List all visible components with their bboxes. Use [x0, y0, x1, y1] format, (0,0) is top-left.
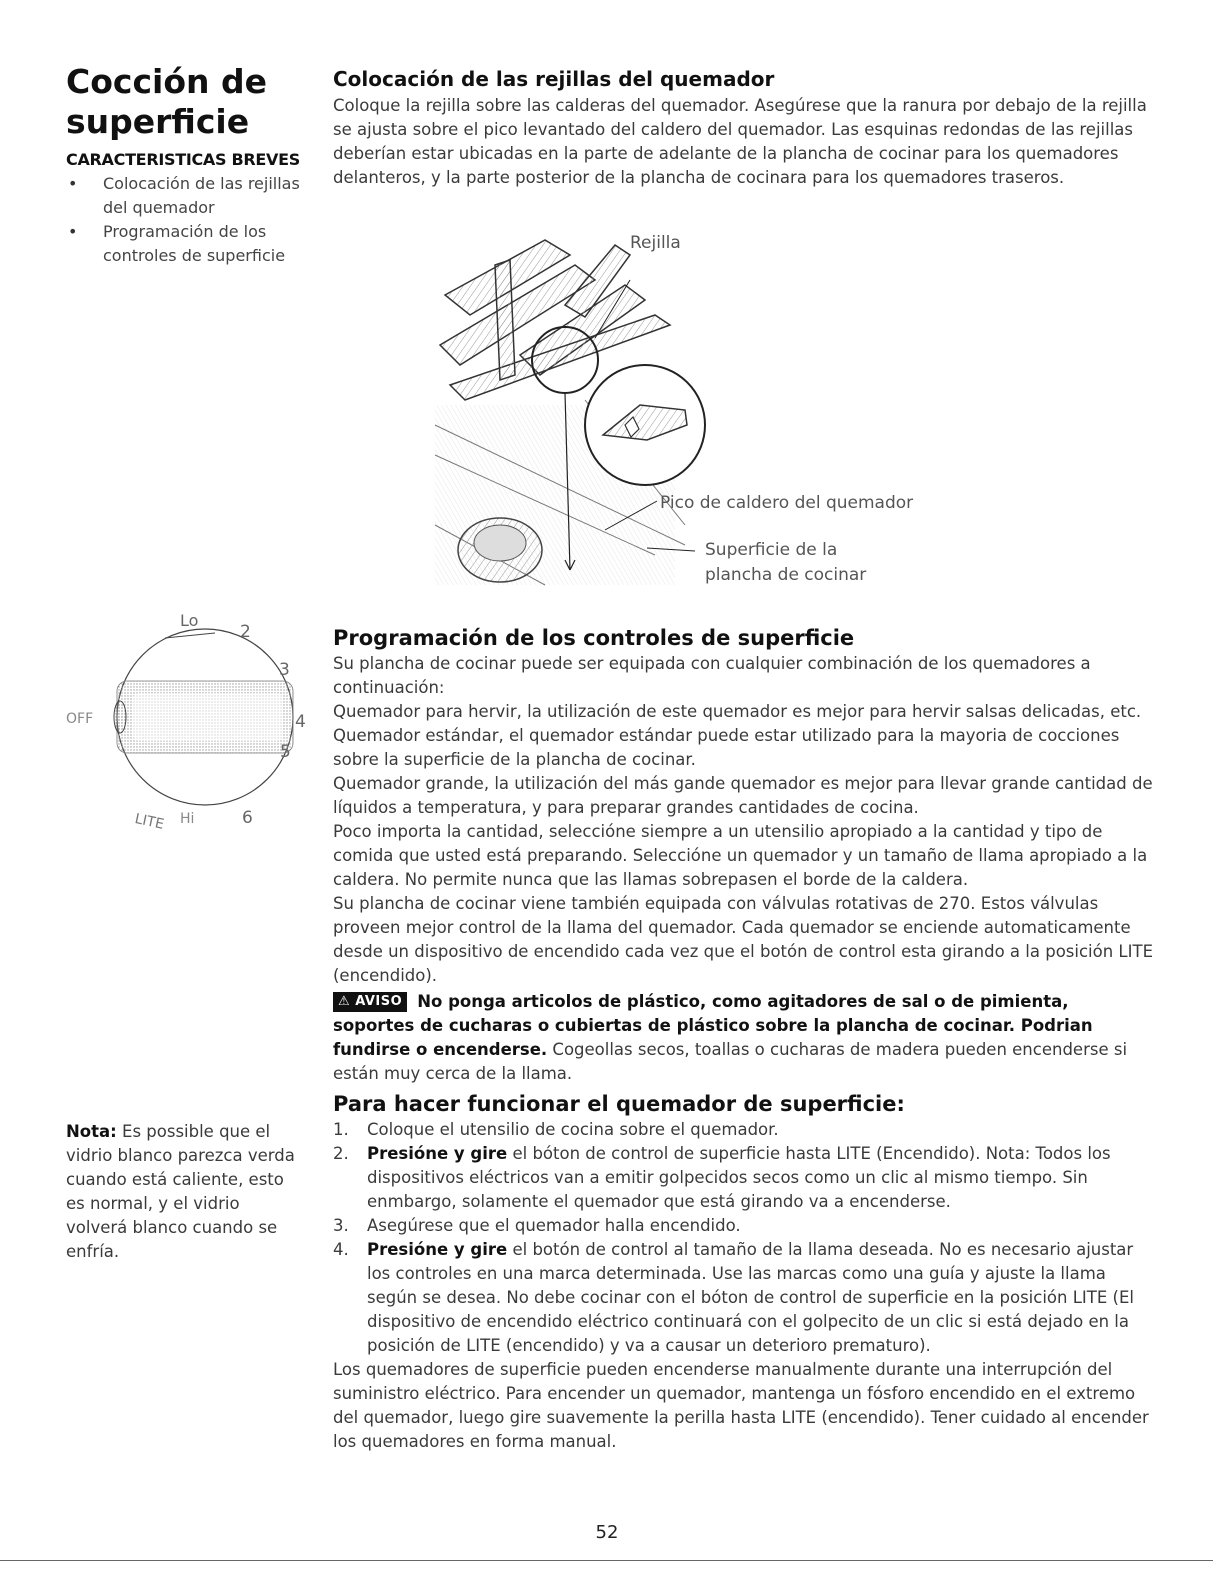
warning-paragraph [333, 990, 1153, 1086]
step-text: Asegúrese que el quemador halla encendido. [367, 1216, 741, 1235]
dial-label-5: 5 [280, 742, 291, 762]
list-item [333, 1118, 1153, 1142]
step-bold: Presióne y gire [367, 1144, 508, 1163]
paragraph: Quemador estándar, el quemador estándar puede estar utilizado para la mayoria de cocciones sobre la superficie de la plancha de cocinar. [333, 726, 1120, 769]
dial-label-6: 6 [242, 808, 253, 828]
section-controls [333, 624, 1153, 1086]
label-superficie-2: plancha de cocinar [705, 565, 867, 585]
list-item [333, 1142, 1153, 1214]
section-grate-placement [333, 66, 1153, 190]
dial-label-3: 3 [279, 660, 290, 680]
control-knob-diagram [55, 605, 325, 835]
footer-rule [0, 1560, 1213, 1561]
feature-item: • Programación de los controles de superficie [66, 220, 306, 268]
features-heading: CARACTERISTICAS BREVES [66, 150, 300, 169]
paragraph: Coloque la rejilla sobre las calderas del quemador. Asegúrese que la ranura por debajo de la rejilla se ajusta sobre el pico levantado del caldero del quemador. Las esquinas redondas de las rejillas deberían estar ubicadas en la parte de adelante de la plancha de cocinar para los quemadores delanteros, y la parte posterior de la plancha de cocinara para los quemadores traseros. [333, 96, 1147, 187]
knob-pointer-icon [114, 701, 126, 733]
section-heading: Programación de los controles de superficie [333, 626, 855, 650]
step-number: 4. [333, 1240, 349, 1259]
label-superficie-1: Superficie de la [705, 540, 838, 560]
step-text: el bóton de control de superficie hasta LITE (Encendido). Nota: Todos los dispositivos eléctricos van a emitir golpecidos secos como un clic al mismo tiempo. Sin enmbargo, solamente el quemador que está girando va a encenderse. [367, 1144, 1111, 1211]
list-item [333, 1238, 1153, 1358]
dial-label-lo: Lo [180, 611, 199, 630]
section-operate-burner [333, 1090, 1153, 1454]
step-text: Coloque el utensilio de cocina sobre el quemador. [367, 1120, 779, 1139]
warning-badge: ⚠ AVISO [333, 992, 407, 1012]
section-heading: Para hacer funcionar el quemador de superficie: [333, 1092, 905, 1116]
warning-bold-text: No ponga articolos de plástico, como agitadores de sal o de pimienta, soportes de cucharas o cubiertas de plástico sobre la plancha de cocinar. Podrian fundirse o encenderse. [333, 992, 1093, 1059]
label-rejilla: Rejilla [630, 233, 681, 253]
dial-label-lite: LITE [133, 811, 166, 833]
step-bold: Presióne y gire [367, 1240, 508, 1259]
step-text: el botón de control al tamaño de la llama deseada. No es necesario ajustar los controles en una marca determinada. Use las marcas como una guía y ajuste la llama según se desea. No debe cocinar con el bóton de control de superficie en la posición LITE (El dispositivo de encendido eléctrico continuará con el golpecito de un clic si está dejado en la posición de LITE (encendido) y va a causar un deterioro prematuro). [367, 1240, 1134, 1355]
label-pico: Pico de caldero del quemador [660, 493, 914, 513]
page-title: Cocción de superficie [66, 62, 267, 141]
paragraph: Su plancha de cocinar viene también equipada con válvulas rotativas de 270. Estos válvulas proveen mejor control de la llama del quemador. Cada quemador se enciende automaticamente desde un dispositivo de encendido cada vez que el botón de control esta girando a la posición LITE (encendido). [333, 894, 1153, 985]
dial-label-off: OFF [66, 711, 94, 727]
steps-list [333, 1118, 1153, 1358]
step-number: 3. [333, 1216, 349, 1235]
list-item [333, 1214, 1153, 1238]
features-list [66, 172, 306, 268]
note-block [66, 1120, 296, 1264]
step-number: 1. [333, 1120, 349, 1139]
warning-text: Cogeollas secos, toallas o cucharas de madera pueden encenderse si están muy cerca de la llama. [333, 1040, 1128, 1083]
feature-item: • Colocación de las rejillas del quemador [66, 172, 306, 220]
dial-label-2: 2 [240, 622, 251, 642]
paragraph: Quemador grande, la utilización del más gande quemador es mejor para llevar grande cantidad de líquidos a temperatura, y para preparar grandes cantidades de cocina. [333, 774, 1153, 817]
dial-label-4: 4 [295, 712, 306, 732]
paragraph: Quemador para hervir, la utilización de este quemador es mejor para hervir salsas delicadas, etc. [333, 702, 1142, 721]
section-heading: Colocación de las rejillas del quemador [333, 67, 775, 91]
step-number: 2. [333, 1144, 349, 1163]
paragraph: Los quemadores de superficie pueden encenderse manualmente durante una interrupción del suministro eléctrico. Para encender un quemador, mantenga un fósforo encendido en el extremo del quemador, luego gire suavemente la perilla hasta LITE (encendido). Tener cuidado al encender los quemadores en forma manual. [333, 1360, 1149, 1451]
note-label: Nota: [66, 1122, 117, 1141]
burner-grate-illustration [425, 225, 925, 605]
note-text: Es possible que el vidrio blanco parezca verda cuando está caliente, esto es normal, y el vidrio volverá blanco cuando se enfría. [66, 1122, 295, 1261]
paragraph: Poco importa la cantidad, seleccióne siempre a un utensilio apropiado a la cantidad y tipo de comida que usted está preparando. Seleccióne un quemador y un tamaño de llama apropiado a la caldera. No permite nunca que las llamas sobrepasen el borde de la caldera. [333, 822, 1148, 889]
paragraph: Su plancha de cocinar puede ser equipada con cualquier combinación de los quemadores a continuación: [333, 654, 1091, 697]
page-number: 52 [595, 1522, 619, 1543]
dial-label-hi: Hi [180, 811, 195, 827]
warning-badge-label: AVISO [355, 994, 403, 1009]
